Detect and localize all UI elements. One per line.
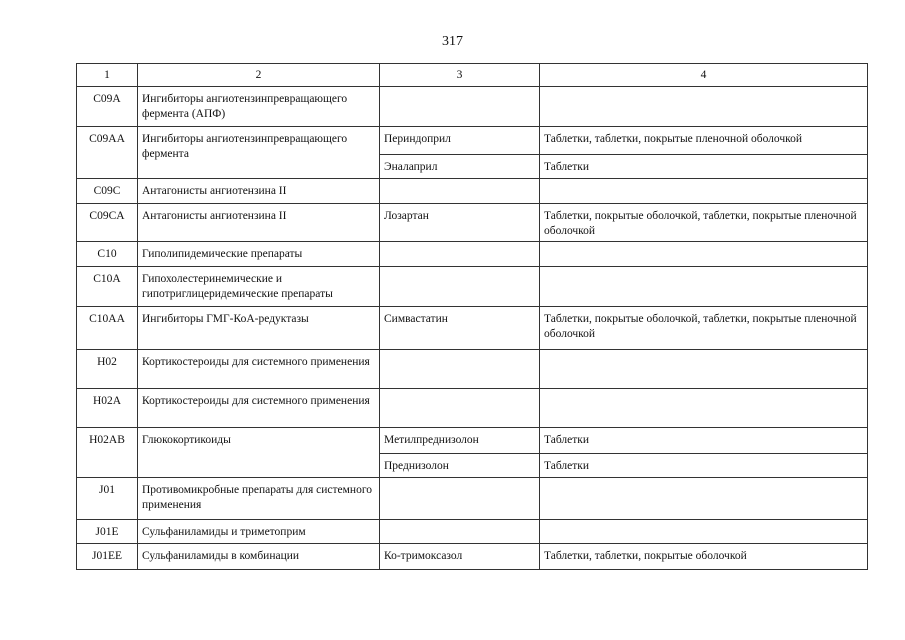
drug-name-cell <box>380 87 540 127</box>
drug-name-cell <box>380 350 540 389</box>
table-row <box>77 127 868 155</box>
group-name-cell: Антагонисты ангиотензина II <box>138 204 380 242</box>
header-cell-2: 2 <box>138 64 380 87</box>
group-name-cell: Гиполипидемические препараты <box>138 242 380 267</box>
dosage-form-cell: Таблетки <box>540 428 868 454</box>
drug-name-cell: Преднизолон <box>380 454 540 478</box>
drug-name-cell <box>380 179 540 204</box>
atc-code-cell: C09C <box>77 179 138 204</box>
drug-name-cell <box>380 267 540 307</box>
group-name-cell: Кортикостероиды для системного применения <box>138 389 380 428</box>
table-row <box>77 544 868 570</box>
group-name-cell: Антагонисты ангиотензина II <box>138 179 380 204</box>
drug-name-cell: Периндоприл <box>380 127 540 155</box>
dosage-form-cell <box>540 87 868 127</box>
atc-code-cell: J01 <box>77 478 138 520</box>
dosage-form-cell: Таблетки <box>540 454 868 478</box>
atc-code-cell: J01E <box>77 520 138 544</box>
table-row <box>77 87 868 127</box>
atc-code-cell: C10 <box>77 242 138 267</box>
dosage-form-cell <box>540 389 868 428</box>
dosage-form-cell: Таблетки, таблетки, покрытые пленочной оболочкой <box>540 127 868 155</box>
table-row <box>77 242 868 267</box>
header-cell-1: 1 <box>77 64 138 87</box>
atc-code-cell: J01EE <box>77 544 138 570</box>
table-header-row <box>77 64 868 87</box>
atc-code-cell: H02 <box>77 350 138 389</box>
table-row <box>77 267 868 307</box>
atc-code-cell: C09A <box>77 87 138 127</box>
group-name-cell: Ингибиторы ангиотензинпревращающего фермента <box>138 127 380 179</box>
drug-name-cell <box>380 389 540 428</box>
header-cell-4: 4 <box>540 64 868 87</box>
drug-name-cell <box>380 478 540 520</box>
atc-code-cell: H02AB <box>77 428 138 478</box>
atc-code-cell: C10A <box>77 267 138 307</box>
drug-name-cell <box>380 520 540 544</box>
dosage-form-cell: Таблетки, покрытые оболочкой, таблетки, покрытые пленочной оболочкой <box>540 204 868 242</box>
dosage-form-cell <box>540 478 868 520</box>
atc-code-cell: C10AA <box>77 307 138 350</box>
dosage-form-cell <box>540 267 868 307</box>
atc-code-cell: H02A <box>77 389 138 428</box>
group-name-cell: Сульфаниламиды и триметоприм <box>138 520 380 544</box>
drug-name-cell: Лозартан <box>380 204 540 242</box>
group-name-cell: Кортикостероиды для системного применения <box>138 350 380 389</box>
dosage-form-cell: Таблетки, покрытые оболочкой, таблетки, покрытые пленочной оболочкой <box>540 307 868 350</box>
table-row <box>77 389 868 428</box>
atc-code-cell: C09AA <box>77 127 138 179</box>
drug-name-cell: Ко-тримоксазол <box>380 544 540 570</box>
header-cell-3: 3 <box>380 64 540 87</box>
dosage-form-cell <box>540 350 868 389</box>
drug-name-cell: Метилпреднизолон <box>380 428 540 454</box>
table-row <box>77 520 868 544</box>
group-name-cell: Ингибиторы ангиотензинпревращающего фермента (АПФ) <box>138 87 380 127</box>
group-name-cell: Сульфаниламиды в комбинации <box>138 544 380 570</box>
table-row <box>77 350 868 389</box>
dosage-form-cell: Таблетки, таблетки, покрытые оболочкой <box>540 544 868 570</box>
table-row <box>77 428 868 454</box>
drug-table <box>76 63 868 570</box>
group-name-cell: Глюкокортикоиды <box>138 428 380 478</box>
group-name-cell: Ингибиторы ГМГ-КоА-редуктазы <box>138 307 380 350</box>
dosage-form-cell <box>540 242 868 267</box>
page-number: 317 <box>442 34 463 49</box>
group-name-cell: Противомикробные препараты для системного применения <box>138 478 380 520</box>
table-row <box>77 478 868 520</box>
drug-name-cell: Эналаприл <box>380 155 540 179</box>
drug-name-cell <box>380 242 540 267</box>
table-row <box>77 204 868 242</box>
atc-code-cell: C09CA <box>77 204 138 242</box>
table-row <box>77 179 868 204</box>
group-name-cell: Гипохолестеринемические и гипотриглицеридемические препараты <box>138 267 380 307</box>
dosage-form-cell <box>540 520 868 544</box>
dosage-form-cell <box>540 179 868 204</box>
drug-name-cell: Симвастатин <box>380 307 540 350</box>
table-row <box>77 307 868 350</box>
dosage-form-cell: Таблетки <box>540 155 868 179</box>
